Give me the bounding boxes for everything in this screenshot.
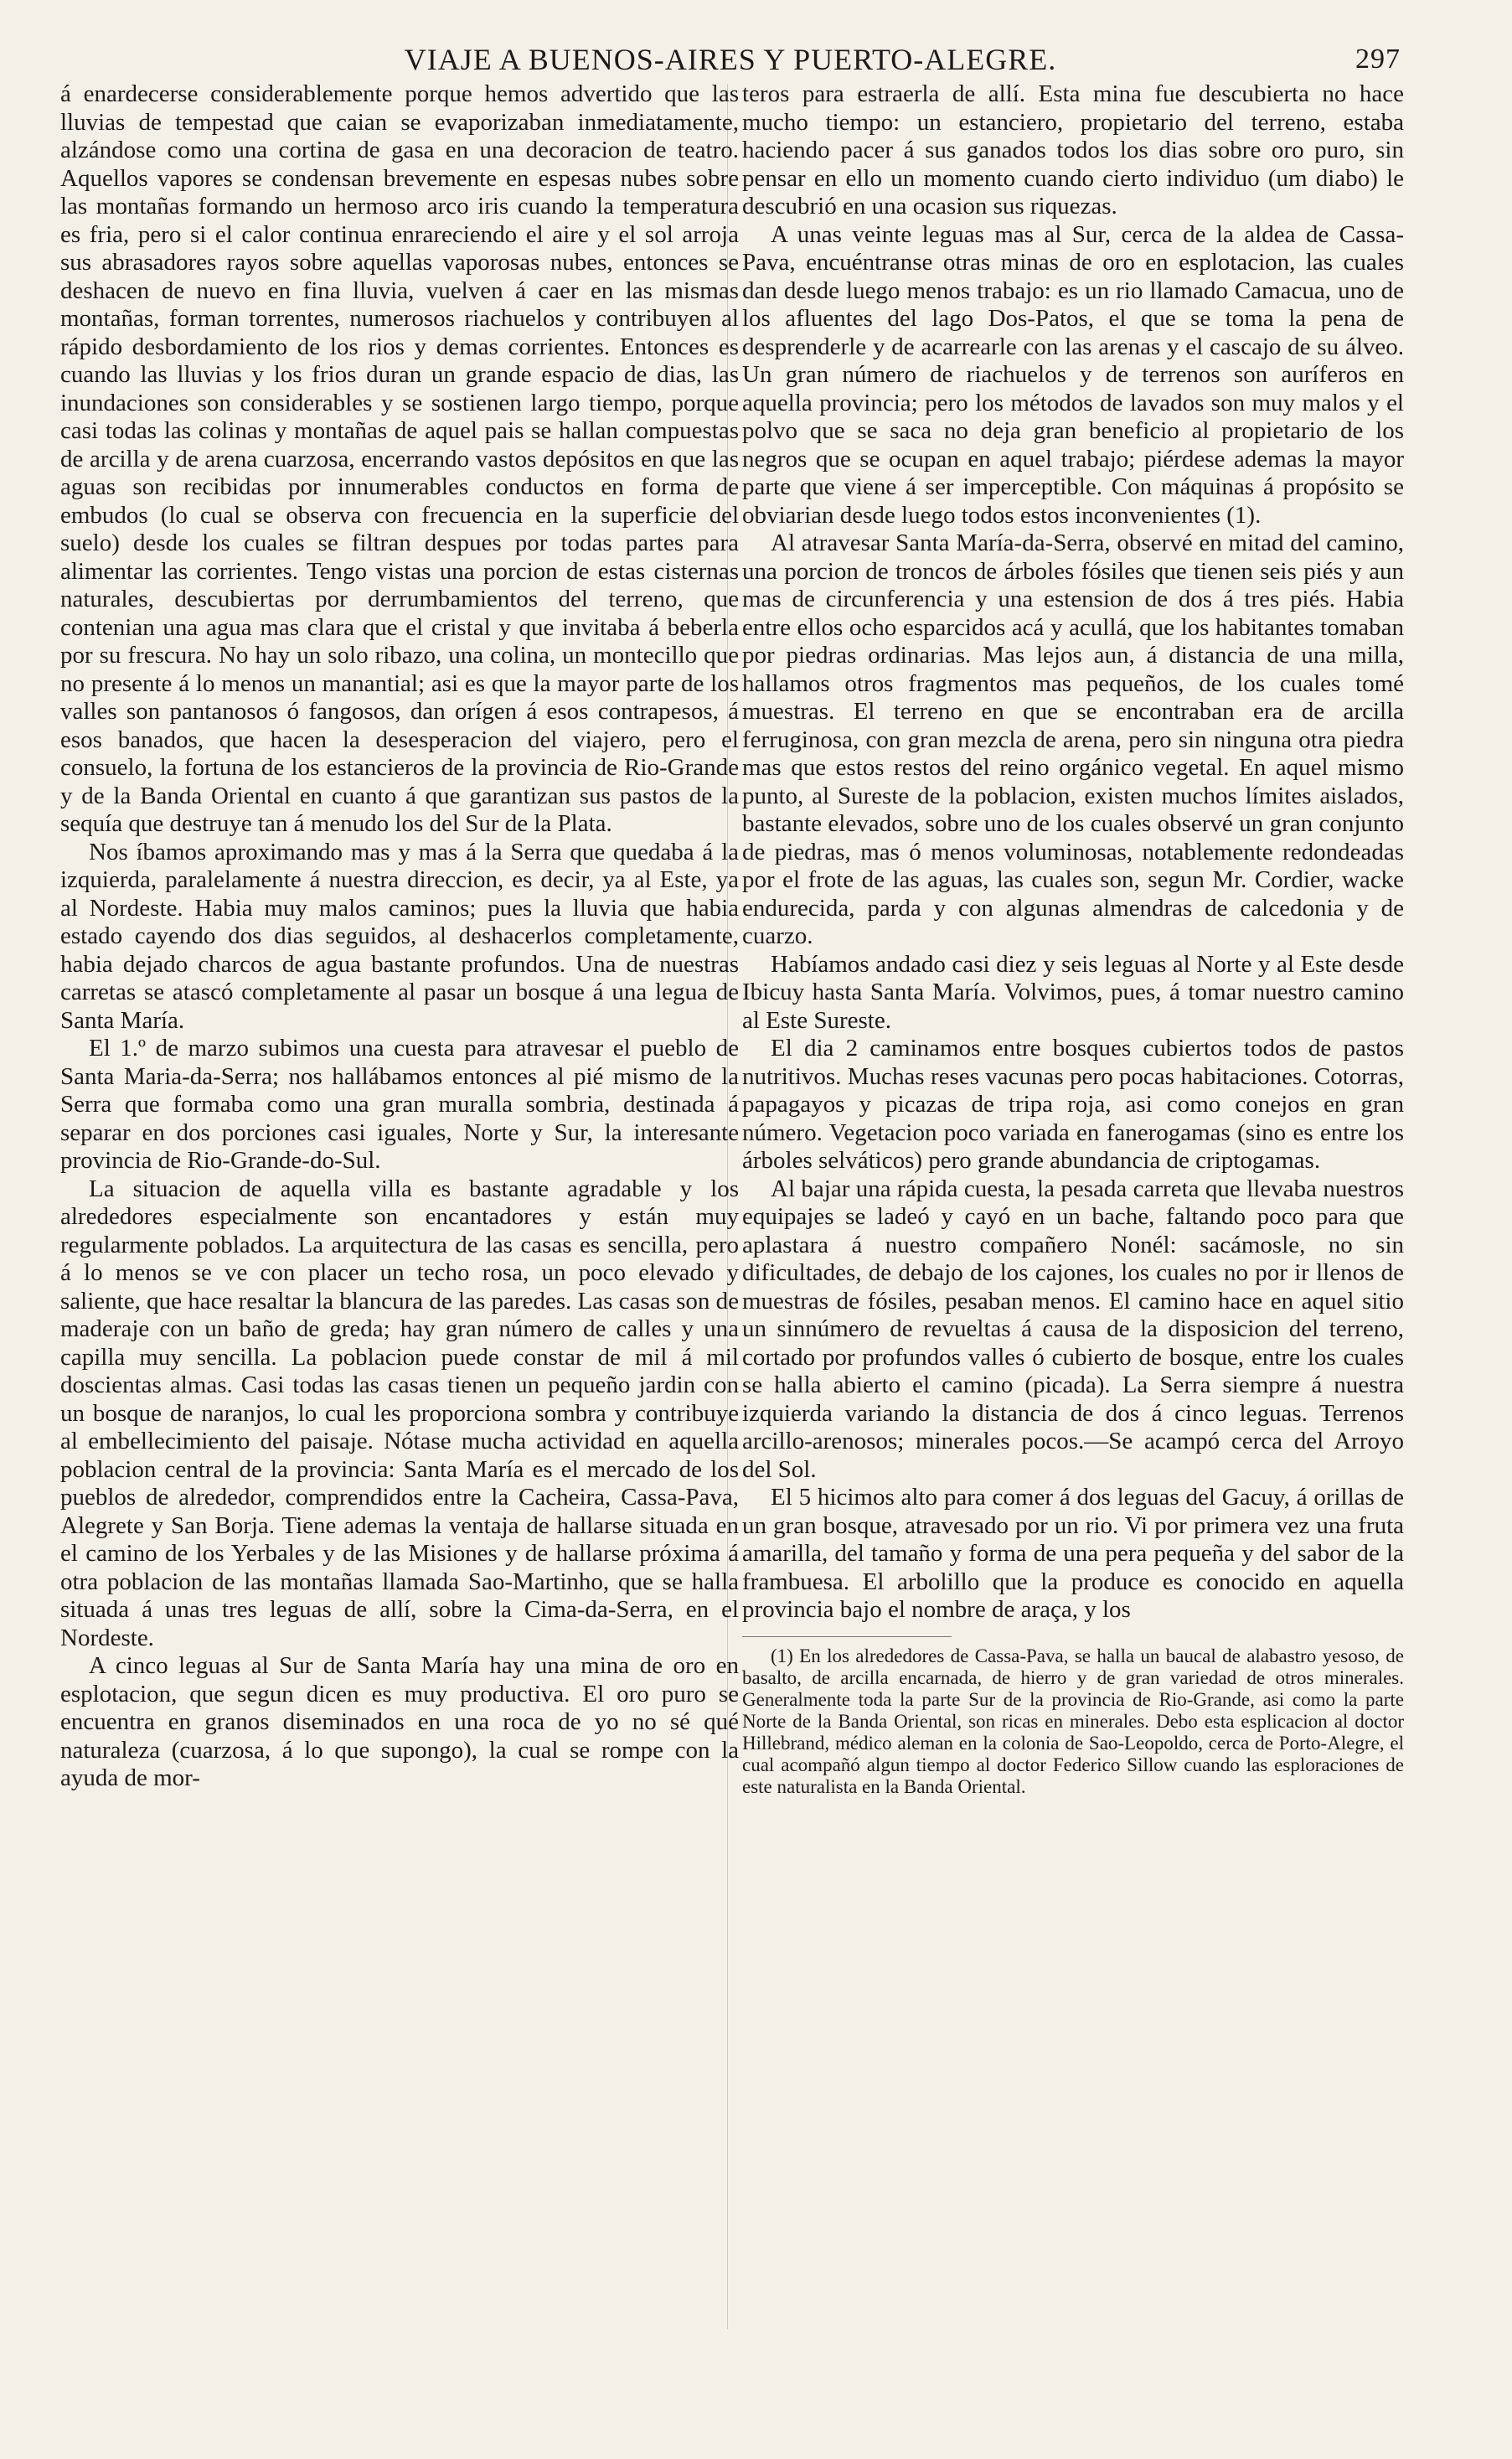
footnote: (1) En los alrededores de Cassa-Pava, se halla un baucal de alabastro yesoso, de basalto, de arcilla encarnada, de hierro y de gran variedad de otros minerales. Generalmente toda la parte Sur de la provincia de Rio-Grande, asi como la parte Norte de la Banda Oriental, son ricas en minerales. Debo esta esplicacion al doctor Hillebrand, médico aleman en la colonia de Sao-Leopoldo, cerca de Porto-Alegre, el cual acompañó algun tiempo al doctor Federico Sillow cuando las esploraciones de este naturalista en la Banda Oriental. (742, 1645, 1404, 1797)
paragraph: A cinco leguas al Sur de Santa María hay una mina de oro en esplotacion, que segun dicen es muy productiva. El oro puro se encuentra en granos diseminados en una roca de yo no sé qué naturaleza (cuarzosa, á lo que supongo), la cual se rompe con la ayuda de mor- (60, 1652, 739, 1791)
footnote-separator (742, 1636, 952, 1637)
paragraph: Habíamos andado casi diez y seis leguas al Norte y al Este desde Ibicuy hasta Santa María. Volvimos, pues, á tomar nuestro camino al Este Sureste. (742, 950, 1404, 1034)
running-title: VIAJE A BUENOS-AIRES Y PUERTO-ALEGRE. (404, 43, 1057, 76)
left-column (60, 80, 739, 1793)
paragraph: Nos íbamos aproximando mas y mas á la Serra que quedaba á la izquierda, paralelamente á nuestra direccion, es decir, ya al Este, ya al Nordeste. Habia muy malos caminos; pues la lluvia que habia estado cayendo dos dias seguidos, al deshacerlos completamente, habia dejado charcos de agua bastante profundos. Una de nuestras carretas se atascó completamente al pasar un bosque á una legua de Santa María. (60, 838, 739, 1034)
page-number: 297 (1355, 44, 1401, 75)
paragraph: El 5 hicimos alto para comer á dos leguas del Gacuy, á orillas de un gran bosque, atravesado por un rio. Vi por primera vez una fruta amarilla, del tamaño y forma de una pera pequeña y del sabor de la frambuesa. El arbolillo que la produce es conocido en aquella provincia bajo el nombre de araça, y los (742, 1484, 1404, 1623)
paragraph: La situacion de aquella villa es bastante agradable y los alrededores especialmente son encantadores y están muy regularmente poblados. La arquitectura de las casas es sencilla, pero á lo menos se ve con placer un techo rosa, un poco elevado y saliente, que hace resaltar la blancura de las paredes. Las casas son de maderaje con un baño de greda; hay gran número de calles y una capilla muy sencilla. La poblacion puede constar de mil á mil doscientas almas. Casi todas las casas tienen un pequeño jardin con un bosque de naranjos, lo cual les proporciona sombra y contribuye al embellecimiento del paisaje. Nótase mucha actividad en aquella poblacion central de la provincia: Santa María es el mercado de los pueblos de alrededor, comprendidos entre la Cacheira, Cassa-Pava, Alegrete y San Borja. Tiene ademas la ventaja de hallarse situada en el camino de los Yerbales y de las Misiones y de hallarse próxima á otra poblacion de las montañas llamada Sao-Martinho, que se halla situada á unas tres leguas de allí, sobre la Cima-da-Serra, en el Nordeste. (60, 1175, 740, 1651)
paragraph: El 1.º de marzo subimos una cuesta para atravesar el pueblo de Santa Maria-da-Serra; nos hallábamos entonces al pié mismo de la Serra que formaba como una gran muralla sombria, destinada á separar en dos porciones casi iguales, Norte y Sur, la interesante provincia de Rio-Grande-do-Sul. (60, 1035, 739, 1174)
paragraph: Al atravesar Santa María-da-Serra, observé en mitad del camino, una porcion de troncos de árboles fósiles que tienen seis piés y aun mas de circunferencia y una estension de dos á tres piés. Habia entre ellos ocho esparcidos acá y acullá, que los habitantes tomaban por piedras ordinarias. Mas lejos aun, á distancia de una milla, hallamos otros fragmentos mas pequeños, de los cuales tomé muestras. El terreno en que se encontraban era de arcilla ferruginosa, con gran mezcla de arena, pero sin ninguna otra piedra mas que estos restos del reino orgánico vegetal. En aquel mismo punto, al Sureste de la poblacion, existen muchos límites aislados, bastante elevados, sobre uno de los cuales observé un gran conjunto de piedras, mas ó menos voluminosas, notablemente redondeadas por el frote de las aguas, las cuales son, segun Mr. Cordier, wacke endurecida, parda y con algunas almendras de calcedonia y de cuarzo. (742, 530, 1404, 949)
paragraph: El dia 2 caminamos entre bosques cubiertos todos de pastos nutritivos. Muchas reses vacunas pero pocas habitaciones. Cotorras, papagayos y picazas de tripa roja, asi como conejos en gran número. Vegetacion poco variada en fanerogamas (sino es entre los árboles selváticos) pero grande abundancia de criptogamas. (742, 1035, 1404, 1174)
paragraph: teros para estraerla de allí. Esta mina fue descubierta no hace mucho tiempo: un estanciero, propietario del terreno, estaba haciendo pacer á sus ganados todos los dias sobre oro puro, sin pensar en ello un momento cuando cierto individuo (um diabo) le descubrió en una ocasion sus riquezas. (742, 80, 1404, 220)
paragraph: á enardecerse considerablemente porque hemos advertido que las lluvias de tempestad que caian se evaporizaban inmediatamente, alzándose como una cortina de gasa en una decoracion de teatro. Aquellos vapores se condensan brevemente en espesas nubes sobre las montañas formando un hermoso arco iris cuando la temperatura es fria, pero si el calor continua enrareciendo el aire y el sol arroja sus abrasadores rayos sobre aquellas vaporosas nubes, entonces se deshacen de nuevo en fina lluvia, vuelven á caer en las mismas montañas, forman torrentes, numerosos riachuelos y contribuyen al rápido desbordamiento de los rios y demas corrientes. Entonces es cuando las lluvias y los frios duran un grande espacio de dias, las inundaciones son considerables y se sostienen largo tiempo, porque casi todas las colinas y montañas de aquel pais se hallan compuestas de arcilla y de arena cuarzosa, encerrando vastos depósitos en que las aguas son recibidas por innumerables conductos en forma de embudos (lo cual se observa con frecuencia en la superficie del suelo) desde los cuales se filtran despues por todas partes para alimentar las corrientes. Tengo vistas una porcion de estas cisternas naturales, descubiertas por derrumbamientos del terreno, que contenian una agua mas clara que el cristal y que invitaba á beberla por su frescura. No hay un solo ribazo, una colina, un montecillo que no presente á lo menos un manantial; asi es que la mayor parte de los valles son pantanosos ó fangosos, dan orígen á esos contrapesos, á esos banados, que hacen la desesperacion del viajero, pero el consuelo, la fortuna de los estancieros de la provincia de Rio-Grande y de la Banda Oriental en cuanto á que garantizan sus pastos de la sequía que destruye tan á menudo los del Sur de la Plata. (60, 80, 739, 837)
paragraph: A unas veinte leguas mas al Sur, cerca de la aldea de Cassa-Pava, encuéntranse otras minas de oro en esplotacion, las cuales dan desde luego menos trabajo: es un rio llamado Camacua, uno de los afluentes del lago Dos-Patos, el que se toma la pena de desprenderle y de acarrearle con las arenas y el cascajo de su álveo. Un gran número de riachuelos y de terrenos son auríferos en aquella provincia; pero los métodos de lavados son muy malos y el polvo que se saca no deja gran beneficio al propietario de los negros que se ocupan en aquel trabajo; piérdese ademas la mayor parte que viene á ser imperceptible. Con máquinas á propósito se obviarian desde luego todos estos inconvenientes (1). (742, 220, 1404, 529)
running-header (60, 42, 1401, 80)
paragraph: Al bajar una rápida cuesta, la pesada carreta que llevaba nuestros equipajes se ladeó y cayó en un bache, faltando poco para que aplastara á nuestro compañero Nonél: sacámosle, no sin dificultades, de debajo de los cajones, los cuales no por ir llenos de muestras de fósiles, pesaban menos. El camino hace en aquel sitio un sinnúmero de revueltas á causa de la disposicion del terreno, cortado por profundos valles ó cubierto de bosque, entre los cuales se halla abierto el camino (picada). La Serra siempre á nuestra izquierda variando la distancia de dos á cinco leguas. Terrenos arcillo-arenosos; minerales pocos.—Se acampó cerca del Arroyo del Sol. (742, 1175, 1404, 1483)
right-column (742, 80, 1404, 1798)
